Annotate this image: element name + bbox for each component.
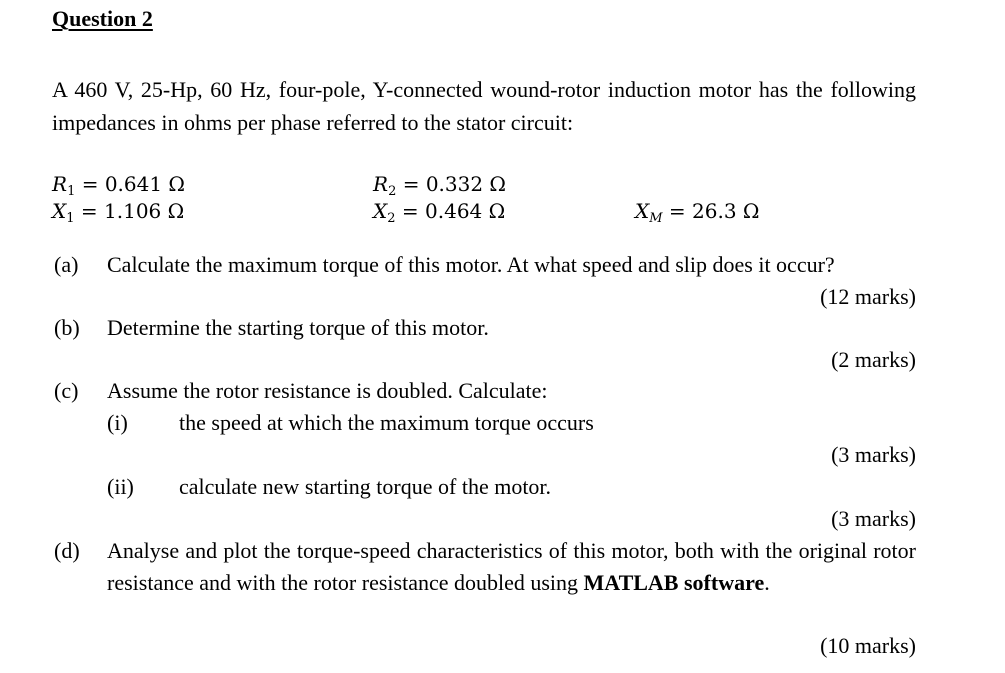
param-x1-symbol: X [52,199,67,223]
part-b-text: Determine the starting torque of this motor. [107,315,489,340]
part-c-text: Assume the rotor resistance is doubled. Calculate: [107,378,548,403]
part-c-i-label: (i) [107,410,128,435]
part-c-label: (c) [54,378,79,403]
part-d-marks: (10 marks) [820,633,916,658]
param-r2-value: = 0.332 Ω [402,172,507,196]
part-d-end: . [764,570,770,595]
question-title: Question 2 [52,6,153,31]
param-r1-subscript: 1 [67,184,76,199]
problem-statement [52,73,916,139]
part-a-marks: (12 marks) [820,284,916,309]
part-c-i-text: the speed at which the maximum torque occurs [179,410,594,435]
part-a-label: (a) [54,252,79,277]
param-r2-symbol: R [373,172,389,196]
param-xm [635,198,760,232]
part-b-label: (b) [54,315,80,340]
param-xm-subscript: M [649,211,663,226]
param-x2 [373,198,505,232]
param-x2-value: = 0.464 Ω [401,199,506,223]
param-xm-value: = 26.3 Ω [668,199,760,223]
part-c-ii-text: calculate new starting torque of the motor. [179,474,552,499]
param-x2-symbol: X [373,199,388,223]
param-x1-subscript: 1 [66,211,75,226]
part-a-text: Calculate the maximum torque of this motor. At what speed and slip does it occur? [107,252,835,277]
part-d-label: (d) [54,538,80,563]
part-c-ii-marks: (3 marks) [831,506,916,531]
param-x1 [52,198,184,232]
part-d-text: Analyse and plot the torque-speed characteristics of this motor, both with the original rotor resistance and with the rotor resistance doubled using [107,538,916,595]
part-c-i-marks: (3 marks) [831,442,916,467]
part-d-bold: MATLAB software [583,570,765,595]
param-xm-symbol: X [635,199,650,223]
param-x2-subscript: 2 [387,211,396,226]
param-r1-symbol: R [52,172,68,196]
param-r2-subscript: 2 [388,184,397,199]
param-x1-value: = 1.106 Ω [80,199,185,223]
intro-text: A 460 V, 25-Hp, 60 Hz, four-pole, Y-connected wound-rotor induction motor has the following impedances in ohms per phase referred to the stator circuit: [52,77,916,135]
part-b-marks: (2 marks) [831,347,916,372]
part-c-ii-label: (ii) [107,474,134,499]
part-d-text-block [107,535,916,599]
param-r1-value: = 0.641 Ω [81,172,186,196]
